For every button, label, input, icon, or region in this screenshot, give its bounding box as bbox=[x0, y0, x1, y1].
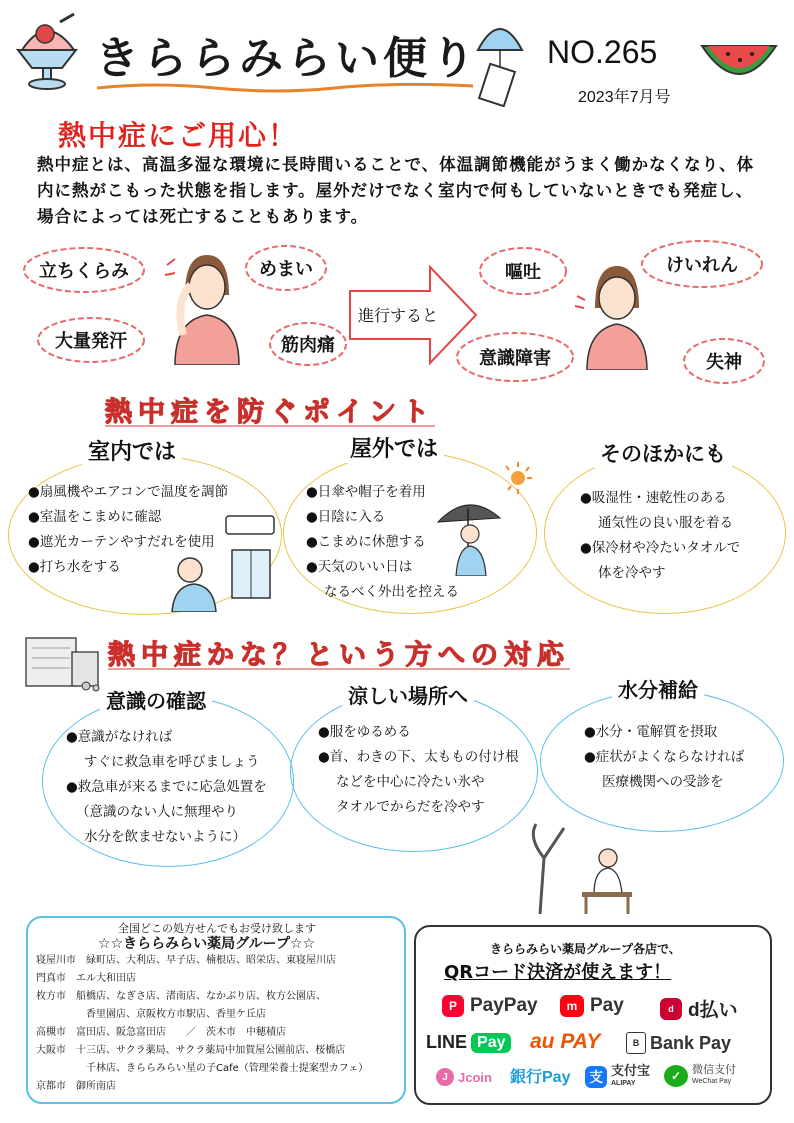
dpay-label: d払い bbox=[688, 1000, 738, 1021]
symptom-label: けいれん bbox=[666, 255, 738, 276]
other-item: ●保冷材や冷たいタオルで bbox=[580, 540, 741, 556]
store-row: 高槻市 富田店、阪急富田店 ／ 茨木市 中穂積店 bbox=[36, 1027, 286, 1038]
cool-place-list bbox=[318, 720, 519, 820]
store-row: 京都市 御所南店 bbox=[36, 1081, 116, 1092]
cool-place-line: タオルでからだを冷やす bbox=[336, 799, 485, 815]
bankpay-logo bbox=[626, 1032, 731, 1054]
shaved-ice-illustration bbox=[12, 12, 82, 92]
air-conditioner-illustration bbox=[168, 512, 278, 612]
cool-place-title: 涼しい場所へ bbox=[342, 680, 474, 709]
linepay-label: LINE bbox=[426, 1032, 468, 1052]
paypay-icon: P bbox=[442, 995, 464, 1017]
symptom-bubble-dizziness-standing bbox=[22, 245, 146, 295]
linepay-logo bbox=[426, 1032, 511, 1053]
other-title: そのほかにも bbox=[594, 438, 732, 468]
symptom-bubble-muscle-pain bbox=[268, 320, 348, 368]
store-rows bbox=[36, 952, 368, 1096]
symptom-label: 意識障害 bbox=[479, 348, 551, 369]
newsletter-title: きららみらい便り bbox=[95, 33, 479, 84]
jcoin-logo bbox=[436, 1068, 492, 1086]
wechat-sublabel: WeChat Pay bbox=[692, 1078, 732, 1085]
wechat-icon: ✓ bbox=[664, 1065, 688, 1087]
intro-paragraph: 熱中症とは、高温多湿な環境に長時間いることで、体温調節機能がうまく働かなくなり、体内に熱がこもった状態を指します。屋外だけでなく室内で何もしていないときでも発症し、場合によっては死亡することもあります。 bbox=[37, 155, 755, 226]
response-title: 熱中症かな？という方への対応 bbox=[108, 640, 570, 671]
wechat-pay-logo bbox=[664, 1064, 736, 1088]
consciousness-list bbox=[66, 725, 267, 850]
alipay-logo bbox=[585, 1064, 650, 1090]
indoor-item: ●扇風機やエアコンで温度を調節 bbox=[28, 484, 229, 500]
symptom-bubble-dizziness bbox=[244, 243, 328, 293]
dpay-icon: d bbox=[660, 998, 682, 1020]
bankpay-icon: B bbox=[626, 1032, 646, 1054]
headline: 熱中症にご用心！ bbox=[58, 119, 299, 152]
hydration-list bbox=[584, 720, 744, 795]
symptom-bubble-fainting bbox=[682, 336, 766, 386]
paypay-logo bbox=[442, 995, 538, 1017]
outdoor-item: ●こまめに休憩する bbox=[306, 534, 426, 550]
ginko-pay-logo bbox=[510, 1064, 570, 1087]
prevention-title: 熱中症を防ぐポイント bbox=[105, 397, 435, 428]
other-item: ●吸湿性・速乾性のある bbox=[580, 490, 727, 506]
symptom-bubble-impaired-consciousness bbox=[455, 330, 575, 384]
outdoor-item: ●天気のいい日は bbox=[306, 559, 413, 575]
title-underline bbox=[95, 80, 475, 94]
merpay-label: Pay bbox=[590, 995, 624, 1016]
wind-chime-illustration bbox=[470, 12, 530, 107]
alipay-icon: 支 bbox=[585, 1066, 607, 1088]
symptom-label: めまい bbox=[259, 259, 313, 280]
cool-place-line: ●首、わきの下、太ももの付け根 bbox=[318, 749, 519, 765]
hydration-title: 水分補給 bbox=[612, 674, 704, 703]
parasol-woman-illustration bbox=[434, 496, 504, 576]
linepay-badge: Pay bbox=[471, 1033, 511, 1053]
cool-place-line: ●服をゆるめる bbox=[318, 724, 411, 740]
prescription-note: 全国どこの処方せんでもお受け致します bbox=[118, 922, 316, 935]
consciousness-line: 水分を飲ませないように） bbox=[84, 829, 246, 845]
alipay-label: 支付宝 bbox=[611, 1063, 651, 1078]
indoor-item: ●遮光カーテンやすだれを使用 bbox=[28, 534, 215, 550]
sun-icon bbox=[496, 460, 536, 500]
indoor-title: 室内では bbox=[82, 435, 182, 466]
aupay-label: au PAY bbox=[530, 1030, 601, 1053]
dpay-logo bbox=[660, 995, 738, 1022]
cool-place-line: などを中心に冷たい氷や bbox=[336, 774, 485, 790]
ginko-pay-label: 銀行Pay bbox=[510, 1069, 571, 1086]
store-row: 香里園店、京阪枚方市駅店、香里ケ丘店 bbox=[36, 1009, 266, 1020]
aupay-logo bbox=[530, 1030, 600, 1054]
alipay-sublabel: ALIPAY bbox=[611, 1080, 636, 1087]
outdoor-item-continued: なるべく外出を控える bbox=[324, 584, 459, 600]
consciousness-line: ●意識がなければ bbox=[66, 729, 173, 745]
jcoin-label: Jcoin bbox=[458, 1069, 492, 1085]
watermelon-illustration bbox=[700, 42, 778, 84]
qr-line2: QRコード決済が使えます！ bbox=[444, 962, 672, 983]
symptom-label: 大量発汗 bbox=[55, 331, 127, 352]
symptom-label: 嘔吐 bbox=[505, 262, 541, 283]
sick-woman-illustration bbox=[575, 258, 655, 370]
consciousness-line: すぐに救急車を呼びましょう bbox=[84, 754, 260, 770]
hydration-line: ●症状がよくならなければ bbox=[584, 749, 745, 765]
wechat-label: 微信支付 bbox=[692, 1064, 736, 1076]
outdoor-title: 屋外では bbox=[344, 432, 444, 463]
store-row: 枚方市 船橋店、なぎさ店、渚南店、なかぶり店、枚方公園店、 bbox=[36, 991, 326, 1002]
bankpay-label: Bank Pay bbox=[650, 1032, 732, 1053]
consciousness-title: 意識の確認 bbox=[100, 685, 212, 714]
hydration-line: ●水分・電解質を摂取 bbox=[584, 724, 718, 740]
outdoor-item: ●日陰に入る bbox=[306, 509, 386, 525]
issue-date: 2023年7月号 bbox=[578, 89, 671, 106]
store-row: 大阪市 十三店、サクラ薬局、サクラ薬局中加賀屋公園前店、桜橋店 bbox=[36, 1045, 346, 1056]
symptom-bubble-convulsion bbox=[640, 238, 764, 290]
other-list bbox=[580, 486, 740, 586]
consciousness-line: （意識のない人に無理やり bbox=[76, 804, 238, 820]
symptom-bubble-sweating bbox=[36, 315, 146, 365]
indoor-item: ●打ち水をする bbox=[28, 559, 121, 575]
arrow-label: 進行すると bbox=[358, 306, 439, 325]
resting-person-illustration bbox=[520, 818, 640, 914]
paypay-label: PayPay bbox=[470, 995, 538, 1016]
indoor-item: ●室温をこまめに確認 bbox=[28, 509, 162, 525]
hospital-illustration bbox=[14, 628, 104, 694]
store-row: 門真市 エル大和田店 bbox=[36, 973, 136, 984]
store-row: 千林店、きららみらい星の子Cafe（管理栄養士提案型カフェ） bbox=[36, 1063, 369, 1074]
store-row: 寝屋川市 緑町店、大利店、早子店、楠根店、昭栄店、東寝屋川店 bbox=[36, 955, 336, 966]
dizzy-woman-illustration bbox=[165, 245, 245, 365]
symptom-bubble-vomiting bbox=[478, 245, 568, 297]
jcoin-icon: J bbox=[436, 1068, 454, 1086]
symptom-label: 筋肉痛 bbox=[281, 335, 335, 356]
merpay-logo bbox=[560, 995, 624, 1017]
merpay-icon: m bbox=[560, 995, 584, 1017]
outdoor-item: ●日傘や帽子を着用 bbox=[306, 484, 426, 500]
other-item-continued: 通気性の良い服を着る bbox=[598, 515, 733, 531]
consciousness-line: ●救急車が来るまでに応急処置を bbox=[66, 779, 267, 795]
other-item-continued: 体を冷やす bbox=[598, 565, 666, 581]
store-group-name: ☆☆きららみらい薬局グループ☆☆ bbox=[98, 936, 316, 952]
qr-line1: きららみらい薬局グループ各店で、 bbox=[490, 942, 681, 956]
symptom-label: 失神 bbox=[706, 352, 742, 373]
issue-number: NO.265 bbox=[547, 34, 658, 70]
hydration-line: 医療機関への受診を bbox=[602, 774, 724, 790]
symptom-label: 立ちくらみ bbox=[39, 261, 129, 282]
